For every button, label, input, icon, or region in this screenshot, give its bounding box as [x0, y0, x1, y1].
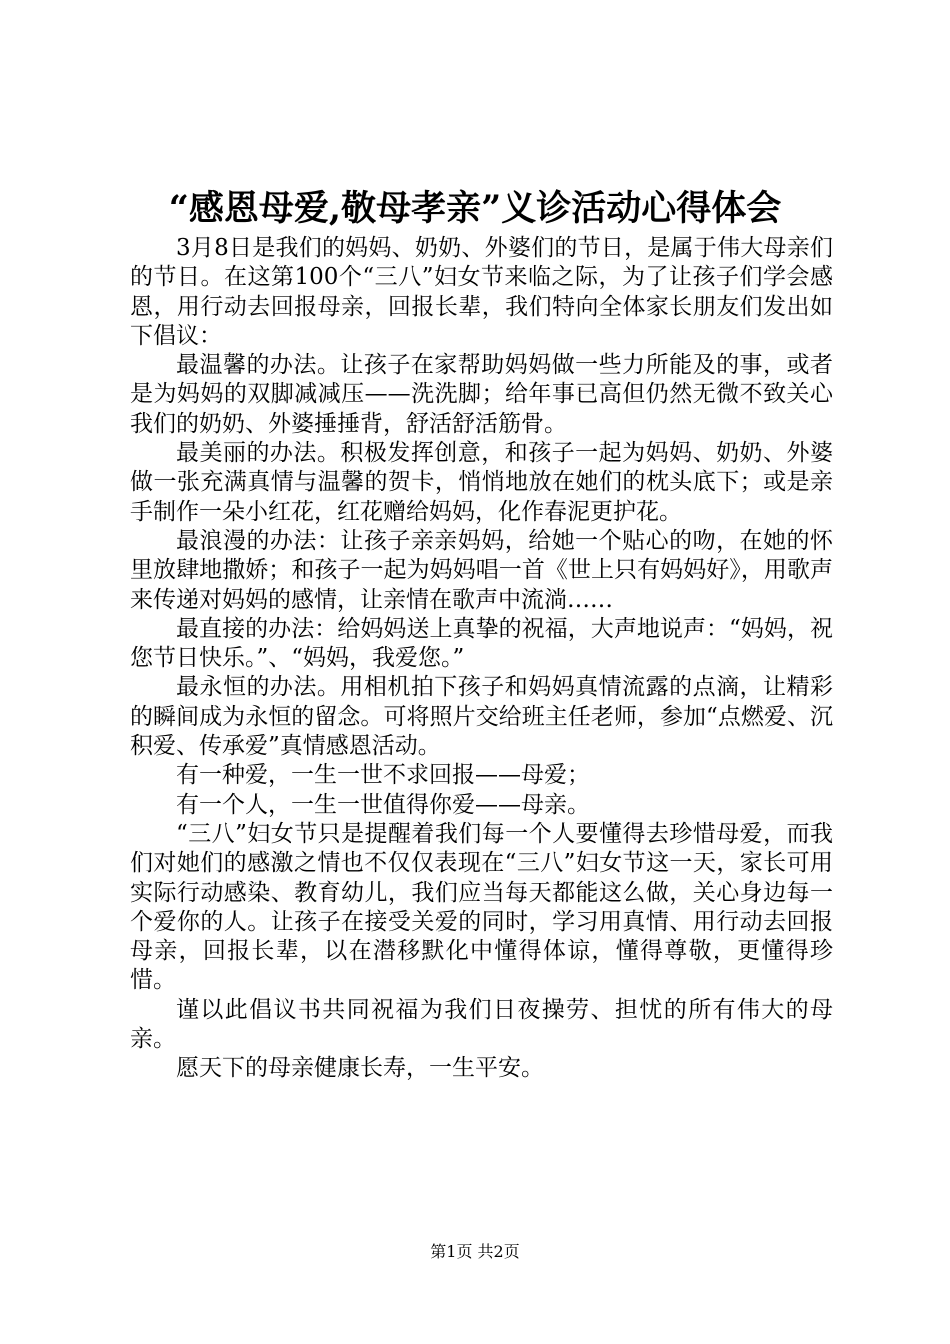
paragraph-closing-wish: 愿天下的母亲健康长寿，一生平安。 [176, 1055, 544, 1082]
paragraph-most-beautiful-way: 最美丽的办法。积极发挥创意，和孩子一起为妈妈、奶奶、外婆做一张充满真情与温馨的贺卡，悄悄地放在她们的枕头底下；或是亲手制作一朵小红花，红花赠给妈妈，化作春泥更护花。 [130, 440, 833, 525]
document-body [130, 234, 833, 1084]
paragraph-most-eternal-way: 最永恒的办法。用相机拍下孩子和妈妈真情流露的点滴，让精彩的瞬间成为永恒的留念。可将照片交给班主任老师，参加“点燃爱、沉积爱、传承爱”真情感恩活动。 [130, 674, 833, 760]
page-number-footer: 第1页 共2页 [430, 1242, 520, 1261]
paragraph-one-person: 有一个人，一生一世值得你爱——母亲。 [176, 791, 590, 818]
paragraph-most-romantic-way: 最浪漫的办法：让孩子亲亲妈妈，给她一个贴心的吻，在她的怀里放肆地撒娇；和孩子一起为妈妈唱一首《世上只有妈妈好》，用歌声来传递对妈妈的感情，让亲情在歌声中流淌…… [130, 527, 833, 613]
paragraph-womens-day: “三八”妇女节只是提醒着我们每一个人要懂得去珍惜母爱，而我们对她们的感激之情也不仅仅表现在“三八”妇女节这一天，家长可用实际行动感染、教育幼儿，我们应当每天都能这么做，关心身边每一个爱你的人。让孩子在接受关爱的同时，学习用真情、用行动去回报母亲，回报长辈，以在潜移默化中懂得体谅，懂得尊敬，更懂得珍惜。 [130, 820, 833, 994]
paragraph-warmest-way: 最温馨的办法。让孩子在家帮助妈妈做一些力所能及的事，或者是为妈妈的双脚减减压——洗洗脚；给年事已高但仍然无微不致关心我们的奶奶、外婆捶捶背，舒活舒活筋骨。 [130, 352, 833, 437]
document-title: “感恩母爱,敬母孝亲”义诊活动心得体会 [168, 188, 782, 229]
paragraph-intro: 3月8日是我们的妈妈、奶奶、外婆们的节日，是属于伟大母亲们的节日。在这第100个“三八”妇女节来临之际，为了让孩子们学会感恩，用行动去回报母亲，回报长辈，我们特向全体家长朋友们发出如下倡议： [130, 235, 833, 349]
paragraph-kind-of-love: 有一种爱，一生一世不求回报——母爱； [176, 762, 590, 789]
paragraph-most-direct-way: 最直接的办法：给妈妈送上真挚的祝福，大声地说声：“妈妈，祝您节日快乐。”、“妈妈，我爱您。” [130, 615, 833, 672]
paragraph-blessing: 谨以此倡议书共同祝福为我们日夜操劳、担忧的所有伟大的母亲。 [130, 996, 833, 1053]
